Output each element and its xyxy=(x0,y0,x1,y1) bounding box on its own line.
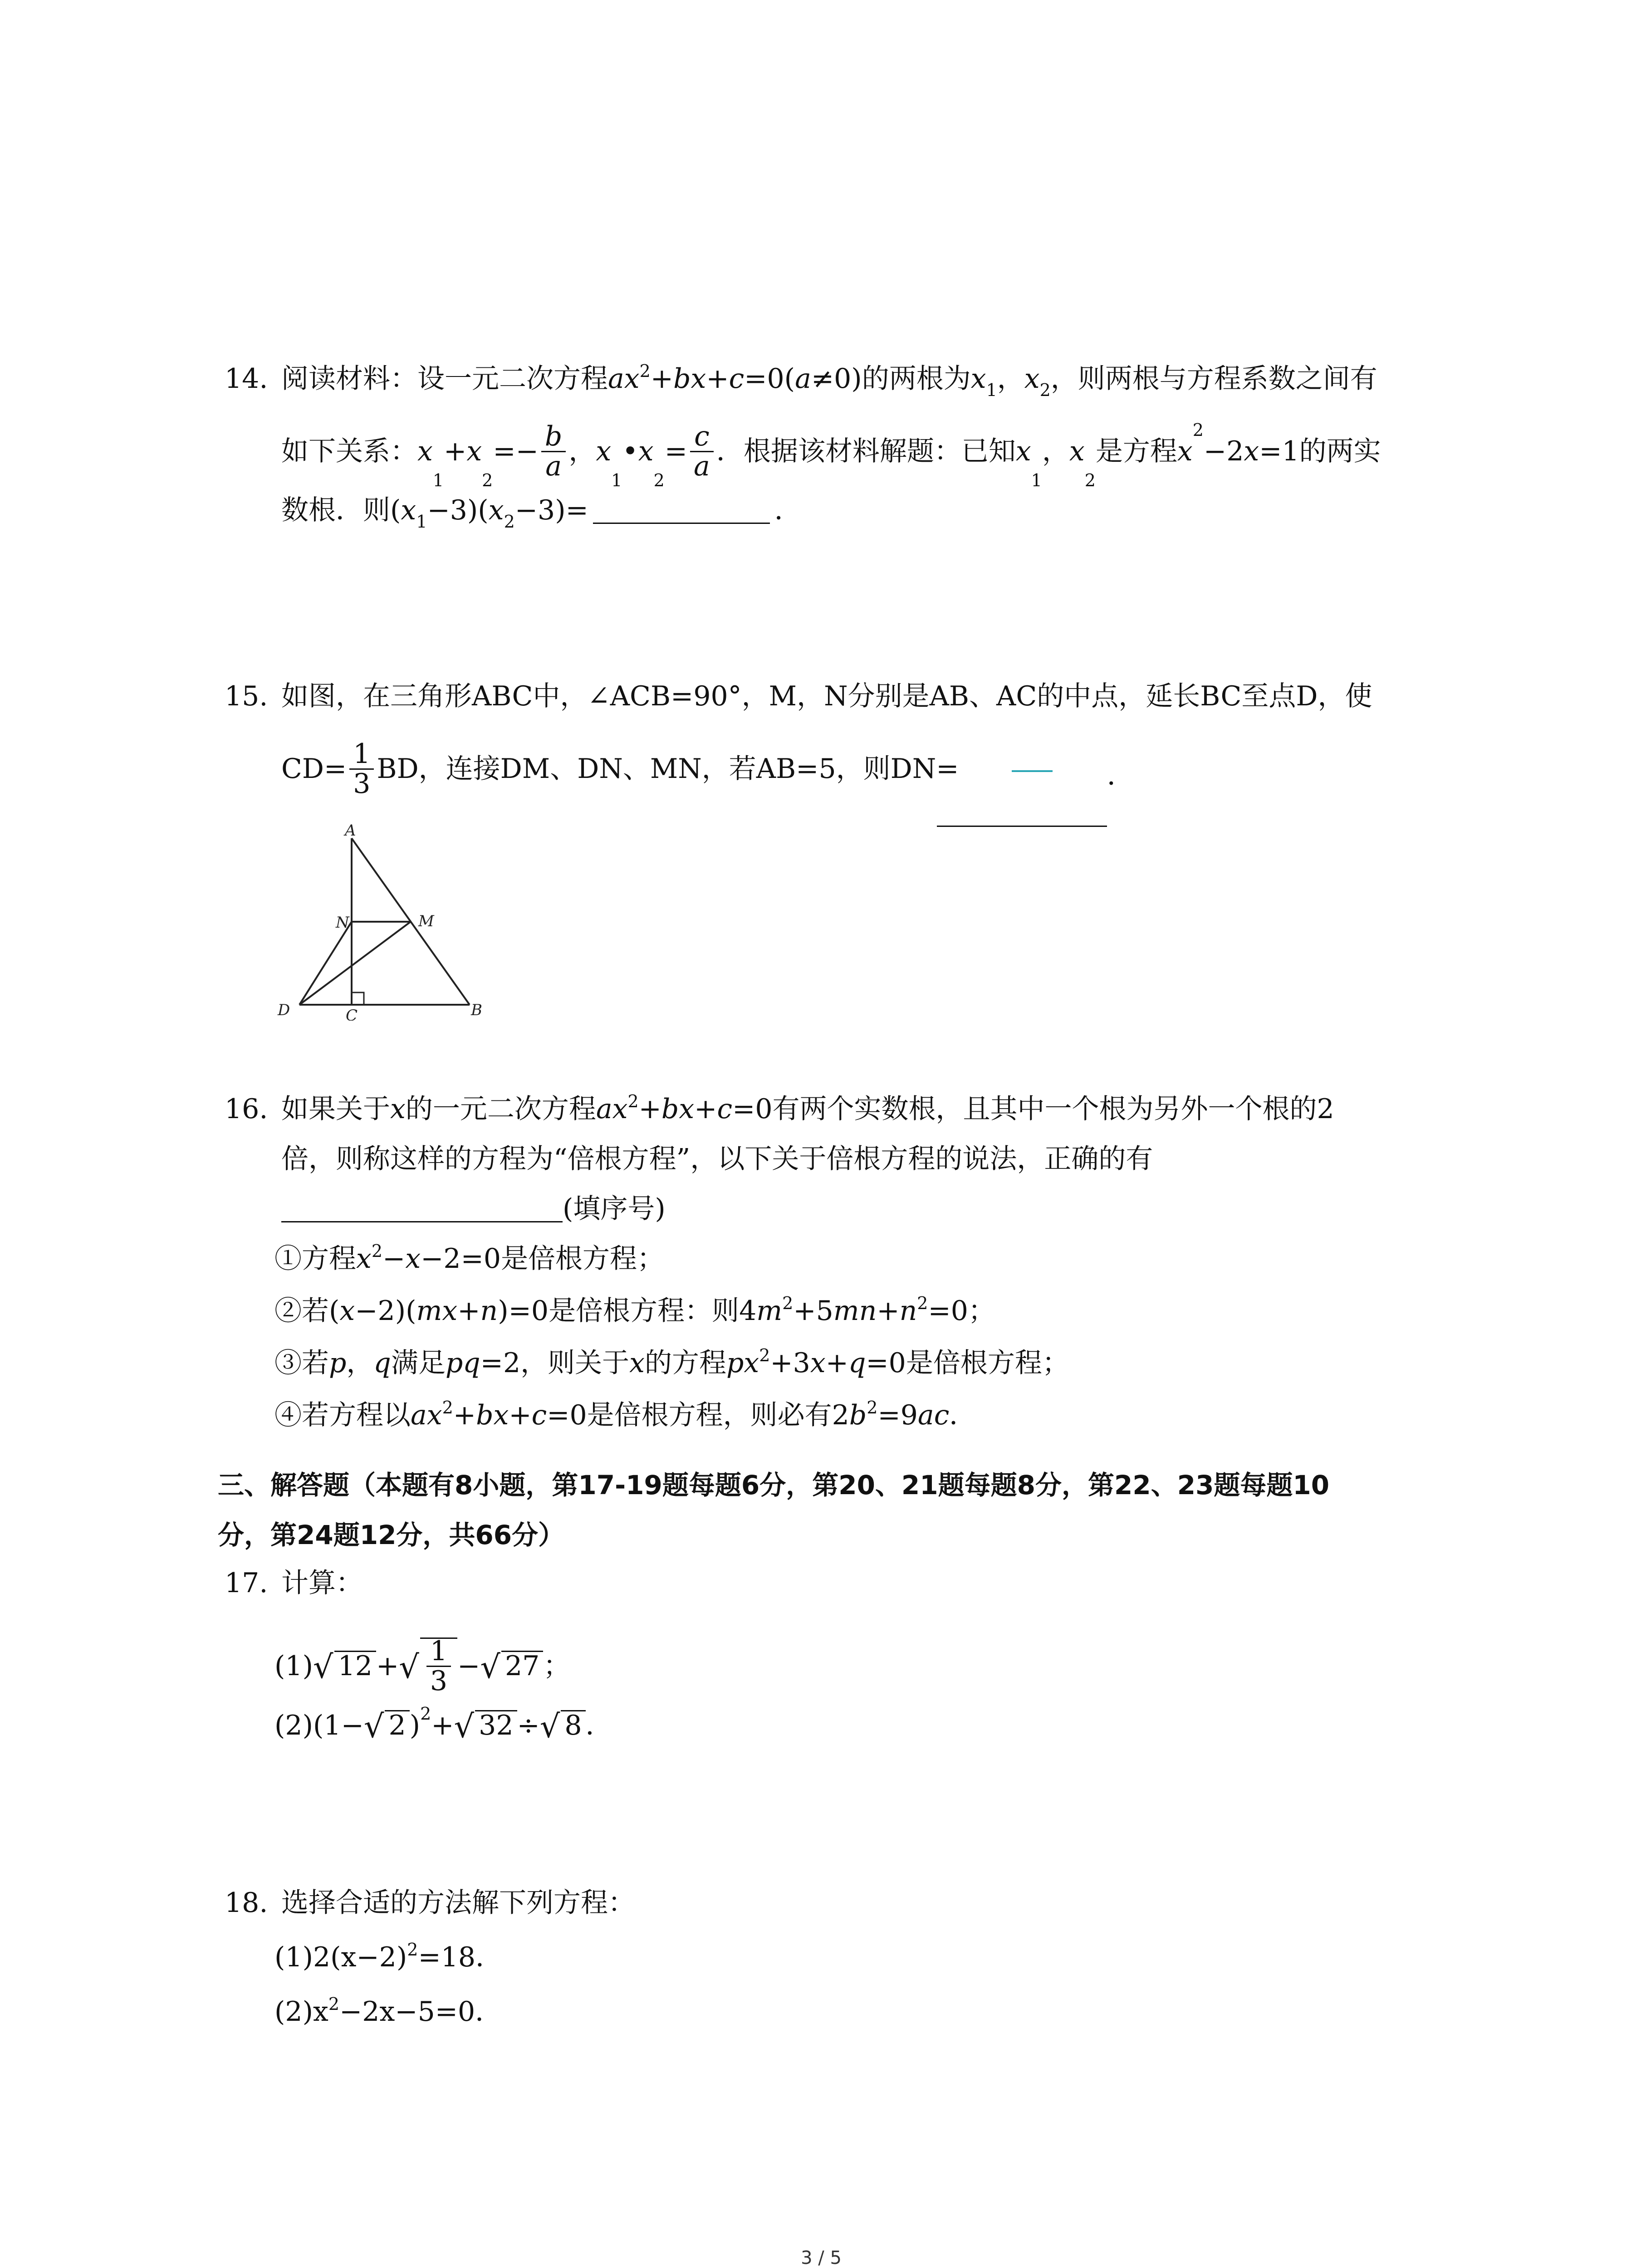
q16-option1: ①方程$x^2-x-2=0$是倍根方程； xyxy=(274,1241,665,1275)
q16-line1: 如果关于x的一元二次方程$ax^2+bx+c=0$有两个实数根，且其中一个根为另外一个根的2 xyxy=(281,1091,1334,1125)
q16-answer-blank[interactable] xyxy=(281,1196,563,1222)
q15-number: 15. xyxy=(225,680,268,712)
q14-number: 14. xyxy=(225,363,268,395)
q15-triangle-figure xyxy=(272,821,508,1021)
q15-line1: 如图，在三角形ABC中，∠ACB=90°，M，N分别是AB、AC的中点，延长BC至点D，使 xyxy=(281,680,1372,712)
q16-option2: ②若(x−2)(mx+n)=0是倍根方程：则$4m^2+5mn+n^2=0$； xyxy=(274,1293,995,1327)
q15-line2: CD= $\frac{1}{3}$ BD，连接DM、DN、MN，若AB=5，则DN= xyxy=(281,738,959,800)
page-number: 3 / 5 xyxy=(801,2248,842,2268)
q18-part1: $(1)2(x-2)^2=18$． xyxy=(274,1940,503,1973)
fig-label-n: N xyxy=(336,914,349,932)
fig-label-m: M xyxy=(418,912,434,930)
q14-line2: 如下关系：$x_1+x_2=-$ $\frac{b}{a}$ ，$x_1•x_2=$ $\frac{c}{a}$ ．根据该材料解题：已知$x_1$，$x_2$是方程$x^2-2x=1$的两实 xyxy=(281,420,1381,490)
fig-label-d: D xyxy=(278,1001,290,1019)
q16-option4: ④若方程以$ax^2+bx+c=0$是倍根方程，则必有$2b^2=9ac$． xyxy=(274,1398,977,1431)
q18-part2: $(2)x^2-2x-5=0$． xyxy=(274,1994,503,2028)
q18-number: 18. xyxy=(225,1887,268,1919)
q15-answer-mark xyxy=(1012,762,1053,789)
q15-answer-blank[interactable] xyxy=(937,826,1107,827)
section3-heading-line1: 三、解答题（本题有8小题，第17-19题每题6分，第20、21题每题8分，第22、23题每题10 xyxy=(218,1470,1330,1501)
fig-label-c: C xyxy=(346,1007,358,1021)
q14-answer-blank[interactable] xyxy=(593,497,770,524)
q17-number: 17. xyxy=(225,1567,268,1599)
q17-title: 计算： xyxy=(281,1567,363,1599)
q16-number: 16. xyxy=(225,1093,268,1125)
q17-part2: (2)(1−√ 2 )$^2$+√ 32 ÷√ 8 ． xyxy=(274,1704,613,1745)
q16-line2: 倍，则称这样的方程为“倍根方程”，以下关于倍根方程的说法，正确的有 xyxy=(281,1143,1153,1175)
q15-period: ． xyxy=(1107,760,1134,792)
q16-option3: ③若p，q满足pq=2，则关于x的方程$px^2+3x+q=0$是倍根方程； xyxy=(274,1345,1069,1379)
q16-line3: (填序号) xyxy=(281,1195,666,1222)
q18-title: 选择合适的方法解下列方程： xyxy=(281,1887,635,1919)
q14-line3: 数根．则$(x_1-3)(x_2-3)=$ ． xyxy=(281,494,802,532)
section3-heading-line2: 分，第24题12分，共66分） xyxy=(218,1520,565,1550)
fig-label-a: A xyxy=(345,821,356,840)
fig-label-b: B xyxy=(471,1001,482,1019)
q17-part1: (1)√ 12 +√ $\frac{1}{3}$ −√ 27 ； xyxy=(274,1635,571,1697)
q14-line1: 阅读材料：设一元二次方程$ax^2+bx+c=0(a\ne 0)$的两根为$x_1$，$x_2$，则两根与方程系数之间有 xyxy=(281,361,1377,400)
